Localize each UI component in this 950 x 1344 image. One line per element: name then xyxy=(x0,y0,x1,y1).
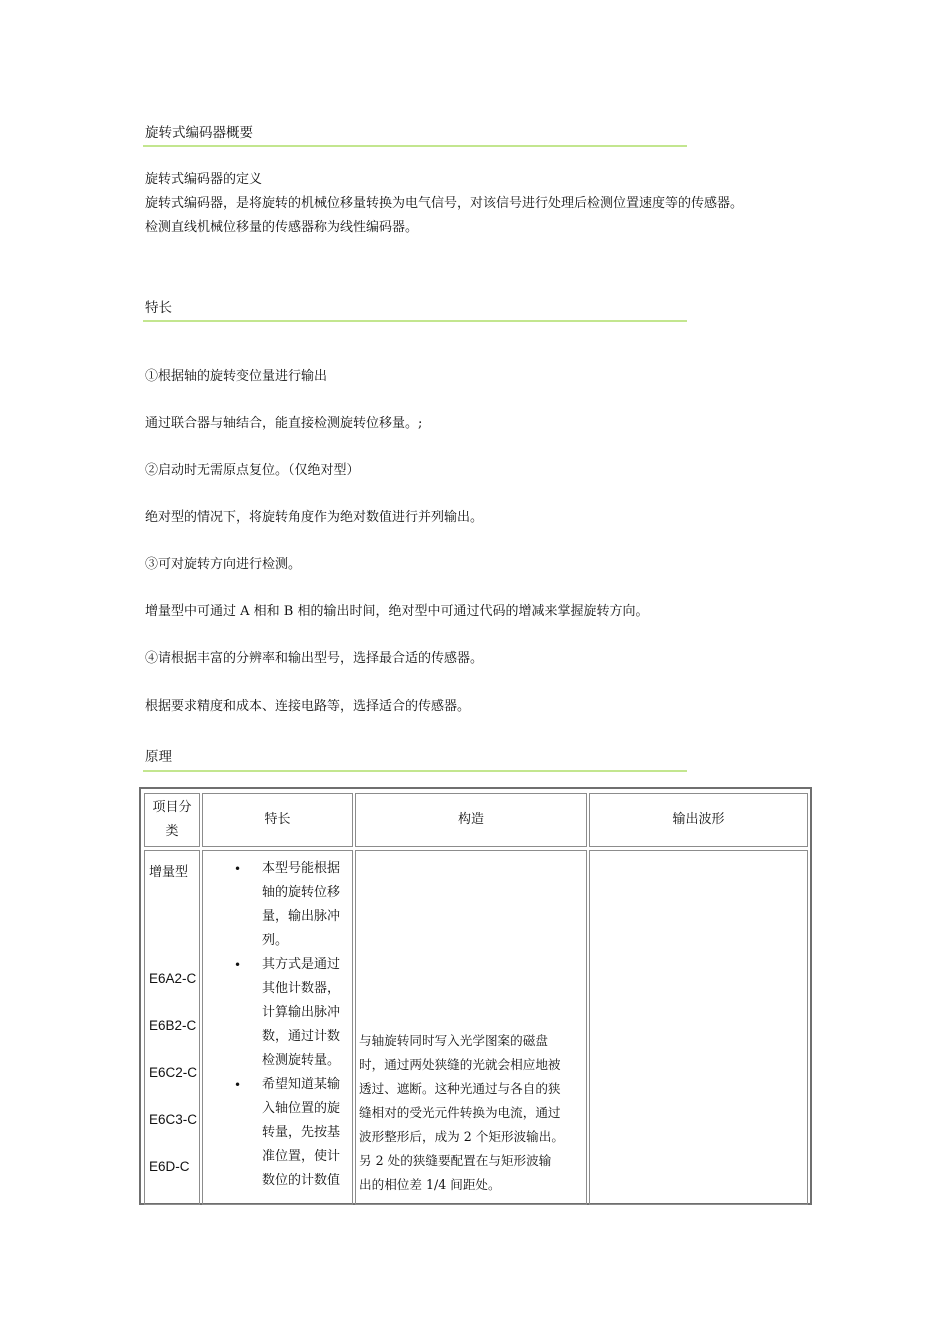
model-label: E6A2-C xyxy=(149,971,197,986)
definition-text: 旋转式编码器，是将旋转的机械位移量转换为电气信号，对该信号进行处理后检测位置速度等的传感器。 xyxy=(145,196,744,211)
section-divider xyxy=(143,770,687,772)
header-category xyxy=(144,793,200,847)
structure-line: 时，通过两处狭缝的光就会相应地被 xyxy=(359,1057,561,1072)
structure-line: 缝相对的受光元件转换为电流，通过 xyxy=(359,1105,561,1120)
bullet-icon: • xyxy=(234,958,242,972)
feature-line: 转量，先按基 xyxy=(262,1125,341,1140)
model-label: E6B2-C xyxy=(149,1018,197,1033)
feature-line: 量，输出脉冲 xyxy=(262,909,341,924)
header-structure: 构造 xyxy=(355,793,587,847)
feature-line: 其他计数器， xyxy=(262,981,341,996)
bullet-icon: • xyxy=(234,862,242,876)
section-divider xyxy=(143,145,687,147)
feature-line: 入轴位置的旋 xyxy=(262,1101,341,1116)
structure-line: 另 2 处的狭缝要配置在与矩形波输 xyxy=(359,1153,552,1168)
feature-line: 数，通过计数 xyxy=(262,1029,341,1044)
feature-item: ②启动时无需原点复位。（仅绝对型） xyxy=(145,463,360,478)
feature-line: 本型号能根据 xyxy=(262,861,341,876)
feature-line: 数位的计数值 xyxy=(262,1173,341,1188)
section-title-overview: 旋转式编码器概要 xyxy=(145,125,253,141)
section-title-principle: 原理 xyxy=(145,749,172,765)
feature-line: 列。 xyxy=(262,933,289,948)
feature-item: 根据要求精度和成本、连接电路等，选择适合的传感器。 xyxy=(145,699,471,714)
feature-line: 希望知道某输 xyxy=(262,1077,341,1092)
feature-line: 准位置，使计 xyxy=(262,1149,341,1164)
feature-item: ③可对旋转方向进行检测。 xyxy=(145,557,302,572)
header-features: 特长 xyxy=(202,793,353,847)
structure-line: 出的相位差 1/4 间距处。 xyxy=(359,1177,501,1192)
feature-item: 通过联合器与轴结合，能直接检测旋转位移量。; xyxy=(145,416,423,431)
feature-bullet-item xyxy=(234,953,352,1073)
feature-item: ①根据轴的旋转变位量进行输出 xyxy=(145,369,328,384)
cell-structure xyxy=(355,850,587,1205)
section-title-features: 特长 xyxy=(145,300,172,316)
feature-line: 轴的旋转位移 xyxy=(262,885,341,900)
feature-item: ④请根据丰富的分辨率和输出型号，选择最合适的传感器。 xyxy=(145,651,484,666)
cell-waveform xyxy=(589,850,808,1205)
structure-line: 透过、遮断。这种光通过与各自的狭 xyxy=(359,1081,561,1096)
bullet-icon: • xyxy=(234,1078,242,1092)
structure-line: 与轴旋转同时写入光学图案的磁盘 xyxy=(359,1033,548,1048)
header-waveform: 输出波形 xyxy=(589,793,808,847)
feature-line: 其方式是通过 xyxy=(262,957,341,972)
header-category-line: 项目分 xyxy=(152,800,192,815)
cell-features xyxy=(202,850,353,1205)
model-label: E6D-C xyxy=(149,1159,190,1174)
definition-title: 旋转式编码器的定义 xyxy=(145,172,263,187)
feature-line: 计算输出脉冲 xyxy=(262,1005,341,1020)
model-label: E6C3-C xyxy=(149,1112,198,1127)
type-label: 增量型 xyxy=(149,865,189,880)
feature-item: 增量型中可通过 A 相和 B 相的输出时间，绝对型中可通过代码的增减来掌握旋转方向。 xyxy=(145,604,649,619)
principle-table xyxy=(139,787,812,1205)
cell-category xyxy=(144,850,200,1205)
feature-list xyxy=(234,857,352,1193)
structure-line: 波形整形后，成为 2 个矩形波输出。 xyxy=(359,1129,564,1144)
definition-text: 检测直线机械位移量的传感器称为线性编码器。 xyxy=(145,220,419,235)
feature-line: 检测旋转量。 xyxy=(262,1053,341,1068)
feature-bullet-item xyxy=(234,1073,352,1193)
model-label: E6C2-C xyxy=(149,1065,198,1080)
feature-item: 绝对型的情况下，将旋转角度作为绝对数值进行并列输出。 xyxy=(145,510,484,525)
feature-bullet-item xyxy=(234,857,352,953)
header-category-line: 类 xyxy=(165,824,179,839)
section-divider xyxy=(143,320,687,322)
